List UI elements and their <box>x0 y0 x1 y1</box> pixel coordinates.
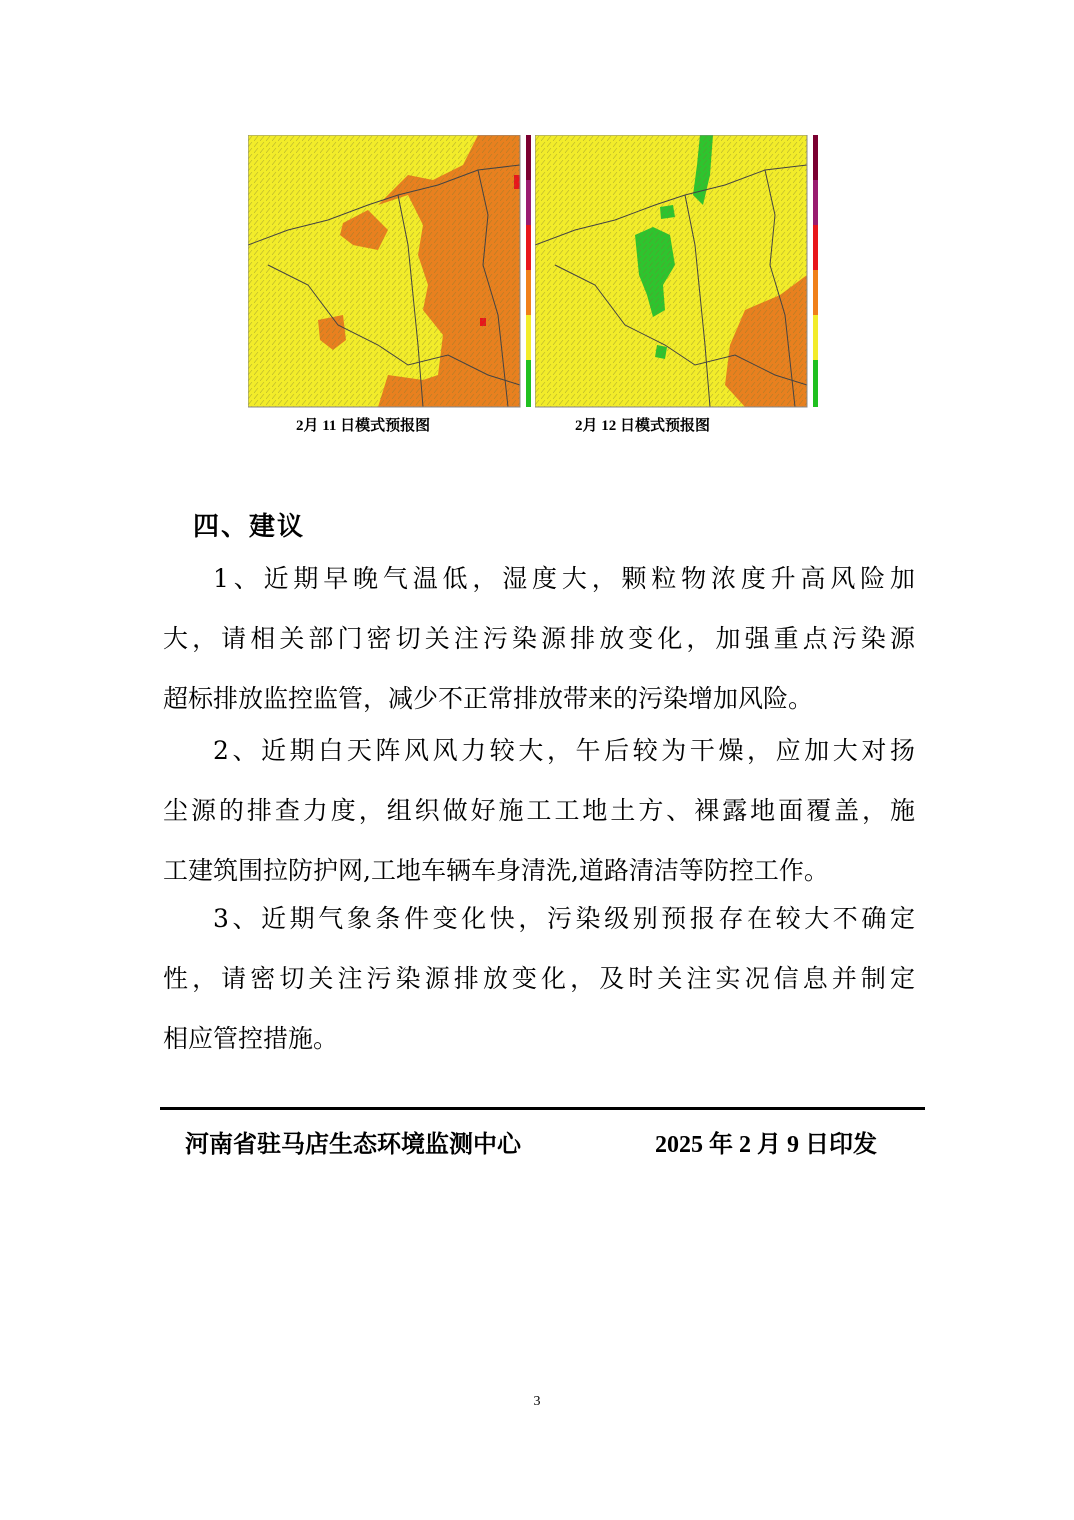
paragraph-line: 尘源的排查力度，组织做好施工工地土方、裸露地面覆盖，施 <box>163 796 915 825</box>
forecast-map-image <box>535 135 829 410</box>
paragraph-line: 性，请密切关注污染源排放变化，及时关注实况信息并制定 <box>163 964 915 993</box>
footer-divider <box>160 1107 925 1110</box>
issue-date: 2025 年 2 月 9 日印发 <box>655 1132 877 1158</box>
issuing-organization: 河南省驻马店生态环境监测中心 <box>185 1132 521 1158</box>
figure-caption-feb12: 2月 12 日模式预报图 <box>575 418 711 434</box>
paragraph-line: 相应管控措施。 <box>163 1024 339 1053</box>
paragraph-line: 超标排放监控监管，减少不正常排放带来的污染增加风险。 <box>163 684 814 713</box>
forecast-map-image <box>248 135 542 410</box>
paragraph-line: 工建筑围拉防护网,工地车辆车身清洗,道路清洁等防控工作。 <box>163 856 829 885</box>
paragraph-line: 大，请相关部门密切关注污染源排放变化，加强重点污染源 <box>163 624 915 653</box>
paragraph-line: 1、近期早晚气温低，湿度大，颗粒物浓度升高风险加 <box>213 564 915 593</box>
paragraph-line: 3、近期气象条件变化快，污染级别预报存在较大不确定 <box>213 904 915 933</box>
section-heading: 四、建议 <box>193 512 306 542</box>
recommendation-paragraph-2 <box>163 721 915 901</box>
recommendation-paragraph-3 <box>163 889 915 1069</box>
paragraph-line: 2、近期白天阵风风力较大，午后较为干燥，应加大对扬 <box>213 736 915 765</box>
forecast-map-feb11 <box>248 135 542 410</box>
recommendation-paragraph-1 <box>163 549 915 729</box>
figure-caption-feb11: 2月 11 日模式预报图 <box>296 418 431 434</box>
page-number: 3 <box>533 1394 541 1409</box>
forecast-map-feb12 <box>535 135 829 410</box>
